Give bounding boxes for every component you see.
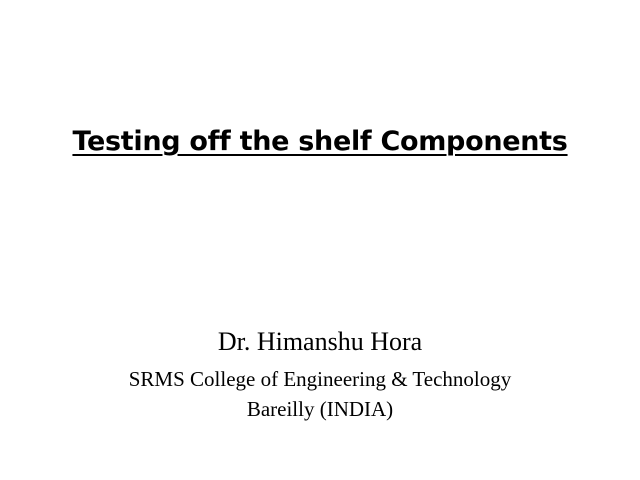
institution-location: Bareilly (INDIA) bbox=[246, 397, 394, 421]
institution-name: SRMS College of Engineering & Technology bbox=[128, 367, 512, 391]
slide-title: Testing off the shelf Components bbox=[72, 126, 568, 157]
author-name: Dr. Himanshu Hora bbox=[217, 327, 423, 356]
